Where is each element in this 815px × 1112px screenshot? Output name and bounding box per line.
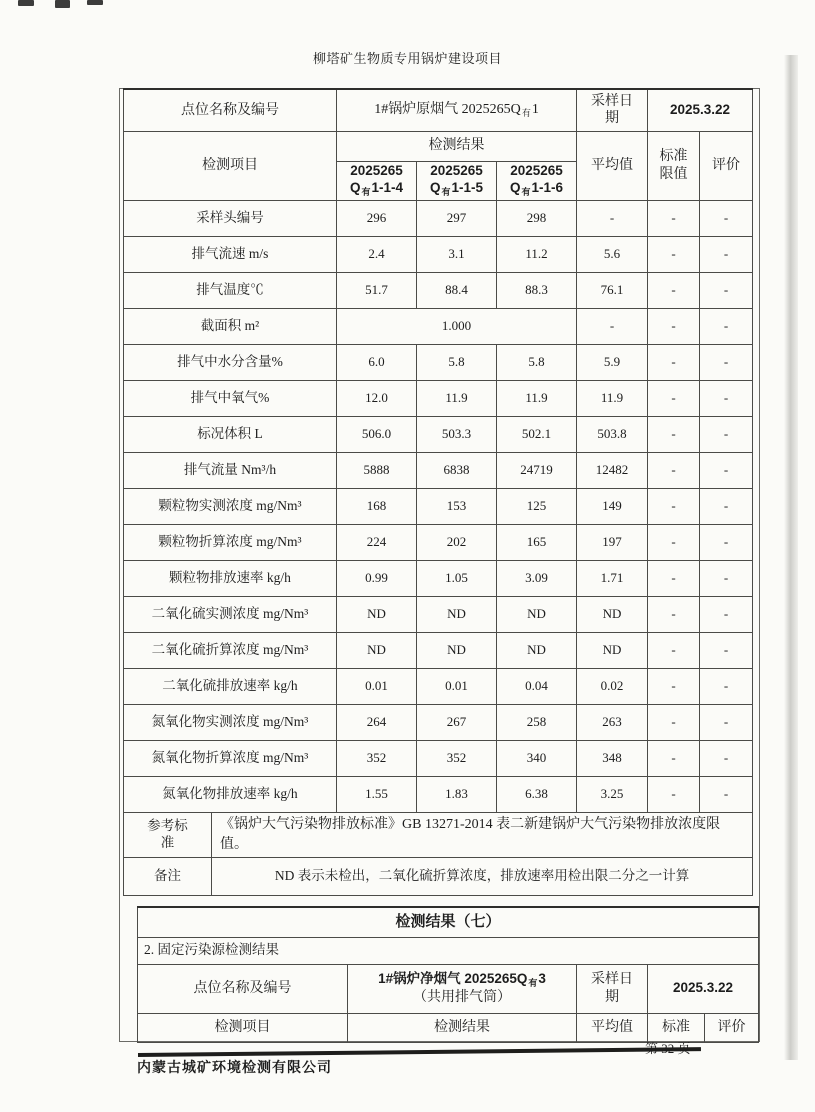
row-value: 165 [497, 524, 577, 560]
row-value: 224 [337, 524, 417, 560]
footer-page-number: 第 32 页 [645, 1041, 691, 1056]
row-evaluation: - [700, 632, 753, 668]
row-standard: - [648, 632, 700, 668]
row-label: 二氧化硫折算浓度 mg/Nm³ [124, 632, 337, 668]
row-evaluation: - [700, 308, 753, 344]
reference-standard-row [124, 812, 753, 858]
measurement-row [124, 416, 753, 452]
row-value: 5.8 [497, 344, 577, 380]
measurement-row [124, 344, 753, 380]
row-standard: - [648, 524, 700, 560]
measurement-row [124, 740, 753, 776]
results-section-seven-table [137, 906, 759, 1043]
row-value: 6.38 [497, 776, 577, 812]
sample-id-q: Q [509, 179, 521, 195]
row-standard: - [648, 272, 700, 308]
row-value: 153 [417, 488, 497, 524]
scan-artifact [55, 0, 70, 8]
row-value: 1.83 [417, 776, 497, 812]
row-evaluation: - [700, 524, 753, 560]
header-row-top [124, 131, 753, 161]
row-value: 0.04 [497, 668, 577, 704]
standard-column-header [648, 131, 700, 200]
row-evaluation: - [700, 380, 753, 416]
section-title: 检测结果（七） [138, 907, 759, 937]
row-value: 502.1 [497, 416, 577, 452]
subsection-row [138, 937, 759, 964]
measurement-row [124, 632, 753, 668]
measurement-row [124, 668, 753, 704]
station-name-line2: （共用排气筒） [413, 989, 511, 1005]
row-evaluation: - [700, 344, 753, 380]
row-value: 3.1 [417, 236, 497, 272]
row-evaluation: - [700, 776, 753, 812]
station-name-text: 1#锅炉净烟气 2025265Q [378, 970, 528, 986]
measurement-row [124, 308, 753, 344]
row-value: 202 [417, 524, 497, 560]
row-average: 11.9 [577, 380, 648, 416]
row-label: 氮氧化物排放速率 kg/h [124, 776, 337, 812]
row-value: ND [497, 596, 577, 632]
evaluation-column-header: 评价 [700, 131, 753, 200]
sample-id-q: Q [349, 179, 361, 195]
sample-id-number: 1-1-5 [451, 179, 484, 195]
row-label: 颗粒物排放速率 kg/h [124, 560, 337, 596]
row-value: 11.9 [417, 380, 497, 416]
sample-id-q: Q [429, 179, 441, 195]
row-average: 348 [577, 740, 648, 776]
row-standard: - [648, 416, 700, 452]
page-edge-shadow [784, 55, 798, 1060]
average-column-header: 平均值 [577, 1013, 648, 1042]
row-value: ND [337, 632, 417, 668]
sample-id-header [417, 161, 497, 200]
station-name [348, 964, 577, 1013]
row-value: 506.0 [337, 416, 417, 452]
row-evaluation: - [700, 596, 753, 632]
station-name-line1 [351, 971, 573, 989]
sample-id-header [497, 161, 577, 200]
row-value: 340 [497, 740, 577, 776]
row-merged-value: 1.000 [337, 308, 577, 344]
row-value: 352 [337, 740, 417, 776]
reference-standard-text: 《锅炉大气污染物排放标准》GB 13271-2014 表二新建锅炉大气污染物排放浓度限值。 [220, 816, 721, 852]
document-header-title: 柳塔矿生物质专用锅炉建设项目 [312, 51, 502, 66]
row-label: 颗粒物实测浓度 mg/Nm³ [124, 488, 337, 524]
row-value: 5888 [337, 452, 417, 488]
footer-company-name: 内蒙古城矿环境检测有限公司 [137, 1061, 332, 1076]
row-average: 76.1 [577, 272, 648, 308]
reference-standard-label-text: 参考标准 [147, 817, 188, 850]
row-label: 氮氧化物实测浓度 mg/Nm³ [124, 704, 337, 740]
row-value: 0.01 [337, 668, 417, 704]
row-average: 197 [577, 524, 648, 560]
measurement-row [124, 776, 753, 812]
row-value: 298 [497, 200, 577, 236]
row-average: 263 [577, 704, 648, 740]
row-value: ND [417, 632, 497, 668]
measurement-row [124, 524, 753, 560]
item-column-header: 检测项目 [138, 1013, 348, 1042]
scan-artifact [87, 0, 103, 5]
row-standard: - [648, 668, 700, 704]
row-average: 0.02 [577, 668, 648, 704]
row-label: 排气中水分含量% [124, 344, 337, 380]
row-value: 51.7 [337, 272, 417, 308]
measurement-row [124, 488, 753, 524]
row-value: 6838 [417, 452, 497, 488]
sample-id-subscript: 有 [361, 186, 371, 197]
row-value: ND [417, 596, 497, 632]
row-value: 1.05 [417, 560, 497, 596]
row-value: ND [497, 632, 577, 668]
row-value: ND [337, 596, 417, 632]
row-average: 3.25 [577, 776, 648, 812]
row-value: 258 [497, 704, 577, 740]
row-value: 296 [337, 200, 417, 236]
row-value: 88.4 [417, 272, 497, 308]
measurement-row [124, 596, 753, 632]
row-value: 6.0 [337, 344, 417, 380]
row-average: 149 [577, 488, 648, 524]
row-evaluation: - [700, 560, 753, 596]
sample-id-header [337, 161, 417, 200]
row-value: 503.3 [417, 416, 497, 452]
row-label: 截面积 m² [124, 308, 337, 344]
remark-text: ND 表示未检出，二氧化硫折算浓度，排放速率用检出限二分之一计算 [274, 868, 690, 884]
sample-date-label-text: 采样日期 [590, 972, 633, 1005]
row-evaluation: - [700, 452, 753, 488]
measurement-row [124, 452, 753, 488]
sample-id-subscript: 有 [521, 186, 531, 197]
station-name-number: 1 [531, 102, 539, 118]
measurement-row [124, 200, 753, 236]
remark-cell [124, 858, 753, 896]
row-standard: - [648, 344, 700, 380]
sample-date-value: 2025.3.22 [648, 964, 759, 1013]
measurement-row [124, 704, 753, 740]
station-name-subscript: 有 [521, 108, 531, 119]
section-title-row [138, 907, 759, 937]
remark-row [124, 858, 753, 896]
sample-id-subscript: 有 [441, 186, 451, 197]
station-name [337, 89, 577, 131]
reference-standard-label [124, 813, 212, 858]
row-average: ND [577, 596, 648, 632]
row-evaluation: - [700, 668, 753, 704]
row-value: 88.3 [497, 272, 577, 308]
sample-id-number: 1-1-4 [371, 179, 404, 195]
row-label: 排气温度℃ [124, 272, 337, 308]
measurement-row [124, 380, 753, 416]
result-columns-header: 检测结果 [337, 131, 577, 161]
row-value: 5.8 [417, 344, 497, 380]
row-value: 11.9 [497, 380, 577, 416]
row-standard: - [648, 560, 700, 596]
result-column-header: 检测结果 [348, 1013, 577, 1042]
station-label: 点位名称及编号 [138, 964, 348, 1013]
row-standard: - [648, 596, 700, 632]
row-evaluation: - [700, 416, 753, 452]
average-column-header: 平均值 [577, 131, 648, 200]
row-value: 24719 [497, 452, 577, 488]
sample-date-label-text: 采样日期 [591, 93, 634, 127]
row-label: 氮氧化物折算浓度 mg/Nm³ [124, 740, 337, 776]
row-label: 标况体积 L [124, 416, 337, 452]
row-evaluation: - [700, 704, 753, 740]
measurement-row [124, 560, 753, 596]
row-value: 3.09 [497, 560, 577, 596]
row-average: ND [577, 632, 648, 668]
remark-label: 备注 [124, 858, 212, 895]
station-name-text: 1#锅炉原烟气 2025265Q [374, 102, 521, 118]
row-evaluation: - [700, 200, 753, 236]
row-standard: - [648, 380, 700, 416]
standard-column-header-text: 标准限值 [659, 149, 688, 182]
raw-flue-gas-results-table [123, 88, 753, 896]
row-label: 颗粒物折算浓度 mg/Nm³ [124, 524, 337, 560]
row-label: 排气中氧气% [124, 380, 337, 416]
row-standard: - [648, 776, 700, 812]
row-value: 267 [417, 704, 497, 740]
row-label: 二氧化硫实测浓度 mg/Nm³ [124, 596, 337, 632]
row-average: 5.6 [577, 236, 648, 272]
row-standard: - [648, 704, 700, 740]
sample-id-year: 2025265 [430, 162, 483, 178]
station-row [124, 89, 753, 131]
sample-date-value: 2025.3.22 [648, 89, 753, 131]
row-value: 1.55 [337, 776, 417, 812]
station-label: 点位名称及编号 [124, 89, 337, 131]
row-standard: - [648, 200, 700, 236]
scan-artifact [18, 0, 34, 6]
row-average: 12482 [577, 452, 648, 488]
row-value: 2.4 [337, 236, 417, 272]
station-name-subscript: 有 [528, 977, 538, 988]
sample-id-year: 2025265 [510, 162, 563, 178]
row-label: 二氧化硫排放速率 kg/h [124, 668, 337, 704]
row-evaluation: - [700, 236, 753, 272]
row-evaluation: - [700, 272, 753, 308]
row-standard: - [648, 452, 700, 488]
row-value: 11.2 [497, 236, 577, 272]
row-value: 0.01 [417, 668, 497, 704]
row-standard: - [648, 488, 700, 524]
row-average: 1.71 [577, 560, 648, 596]
subsection-label: 2. 固定污染源检测结果 [138, 937, 759, 964]
row-value: 297 [417, 200, 497, 236]
row-evaluation: - [700, 488, 753, 524]
station-name-number: 3 [538, 970, 546, 986]
row-label: 排气流量 Nm³/h [124, 452, 337, 488]
row-value: 352 [417, 740, 497, 776]
row-value: 264 [337, 704, 417, 740]
row-label: 排气流速 m/s [124, 236, 337, 272]
evaluation-column-header: 评价 [705, 1013, 759, 1042]
row-value: 125 [497, 488, 577, 524]
row-average: - [577, 308, 648, 344]
row-value: 0.99 [337, 560, 417, 596]
item-column-header: 检测项目 [124, 131, 337, 200]
reference-standard-cell [124, 812, 753, 858]
sample-id-year: 2025265 [350, 162, 403, 178]
measurement-row [124, 272, 753, 308]
sample-id-number: 1-1-6 [531, 179, 564, 195]
row-standard: - [648, 740, 700, 776]
row-standard: - [648, 236, 700, 272]
row-value: 168 [337, 488, 417, 524]
row-average: 5.9 [577, 344, 648, 380]
measurement-row [124, 236, 753, 272]
row-label: 采样头编号 [124, 200, 337, 236]
row-average: 503.8 [577, 416, 648, 452]
sample-date-label [577, 964, 648, 1013]
standard-column-header: 标准 [648, 1013, 705, 1042]
row-standard: - [648, 308, 700, 344]
sample-date-label [577, 89, 648, 131]
row-value: 12.0 [337, 380, 417, 416]
station-row [138, 964, 759, 1013]
row-average: - [577, 200, 648, 236]
row-evaluation: - [700, 740, 753, 776]
footer-rule [138, 1047, 701, 1056]
